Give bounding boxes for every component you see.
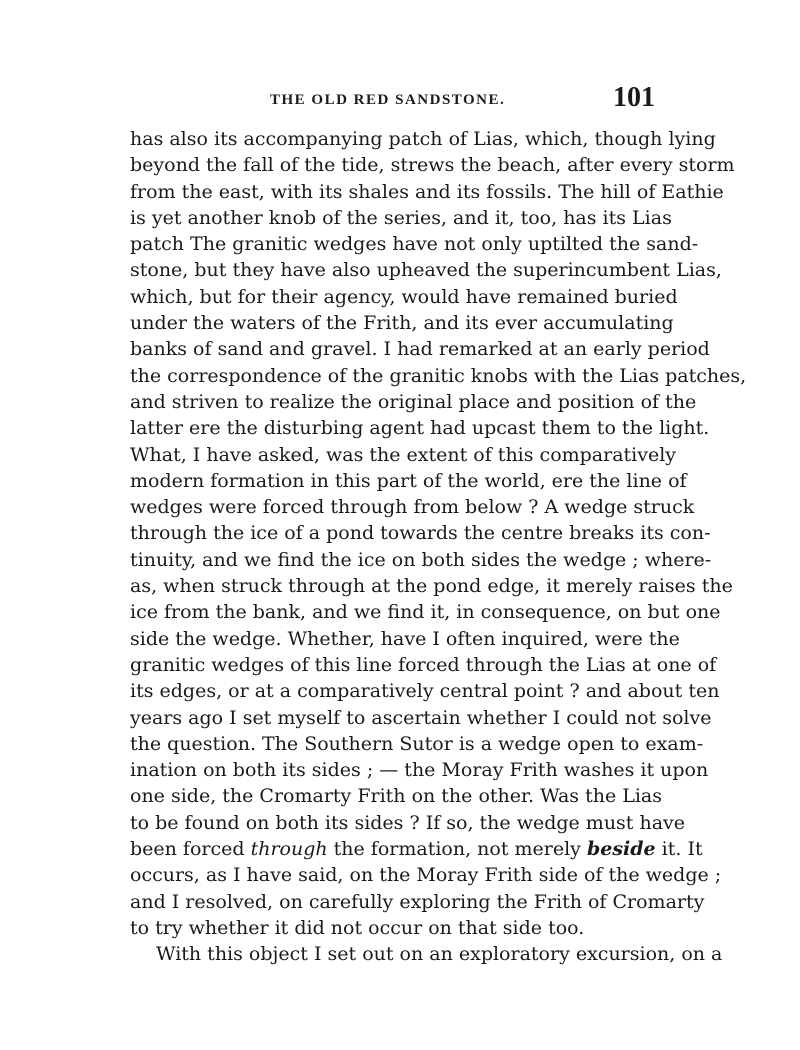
text-line-6: stone, but they have also upheaved the superincumbent Lias, [130, 259, 722, 282]
page-header [130, 82, 655, 116]
text-line-12: latter ere the disturbing agent had upcast them to the light. [130, 417, 710, 440]
paragraph-2-first-line: With this object I set out on an exploratory excursion, on a [156, 943, 723, 966]
text-line-22: its edges, or at a comparatively central point ? and about ten [130, 680, 720, 703]
text-line-16: through the ice of a pond towards the centre breaks its con- [130, 522, 711, 545]
text-line-5: patch The granitic wedges have not only uptilted the sand- [130, 233, 699, 256]
text-line-1: has also its accompanying patch of Lias, which, though lying [130, 128, 716, 150]
text-line-13: What, I have asked, was the extent of this comparatively [130, 443, 677, 466]
text-line-3: from the east, with its shales and its fossils. The hill of Eathie [130, 180, 724, 203]
text-line-20: side the wedge. Whether, have I often inquired, were the [130, 627, 680, 650]
text-line-28 [130, 836, 703, 862]
text-line-14: modern formation in this part of the world, ere the line of [130, 469, 687, 492]
line28-after: it. It [655, 838, 703, 861]
text-line-2: beyond the fall of the tide, strews the beach, after every storm [130, 154, 735, 177]
text-line-8: under the waters of the Frith, and its ever accumulating [130, 312, 674, 335]
line28-middle: the formation, not merely [327, 838, 587, 861]
emphasis-through: through [250, 838, 328, 861]
text-line-19: ice from the bank, and we find it, in consequence, on but one [130, 601, 721, 624]
text-line-29: occurs, as I have said, on the Moray Frith side of the wedge ; [130, 864, 722, 887]
running-title: THE OLD RED SANDSTONE. [270, 92, 506, 108]
text-line-9: banks of sand and gravel. I had remarked at an early period [130, 338, 710, 361]
emphasis-beside: beside [586, 838, 656, 861]
text-line-7: which, but for their agency, would have remained buried [130, 285, 678, 308]
text-line-27: to be found on both its sides ? If so, the wedge must have [130, 811, 686, 834]
text-line-26: one side, the Cromarty Frith on the other. Was the Lias [130, 785, 662, 808]
text-line-23: years ago I set myself to ascertain whether I could not solve [130, 706, 712, 729]
text-line-30: and I resolved, on carefully exploring the Frith of Cromarty [130, 890, 705, 913]
text-line-10: the correspondence of the granitic knobs with the Lias patches, [130, 364, 747, 387]
text-line-18: as, when struck through at the pond edge, it merely raises the [130, 575, 733, 598]
text-line-4: is yet another knob of the series, and it, too, has its Lias [130, 206, 672, 229]
text-line-15: wedges were forced through from below ? A wedge struck [130, 496, 695, 519]
text-line-11: and striven to realize the original place and position of the [130, 390, 697, 413]
body-text [130, 126, 747, 968]
page-number: 101 [613, 82, 655, 113]
text-line-25: ination on both its sides ; — the Moray Frith washes it upon [130, 759, 709, 782]
text-line-24: the question. The Southern Sutor is a wedge open to exam- [130, 732, 704, 755]
text-line-31: to try whether it did not occur on that side too. [130, 916, 585, 939]
text-line-17: tinuity, and we find the ice on both sides the wedge ; where- [130, 548, 712, 571]
line28-before: been forced [130, 838, 251, 861]
text-line-21: granitic wedges of this line forced through the Lias at one of [130, 653, 717, 676]
